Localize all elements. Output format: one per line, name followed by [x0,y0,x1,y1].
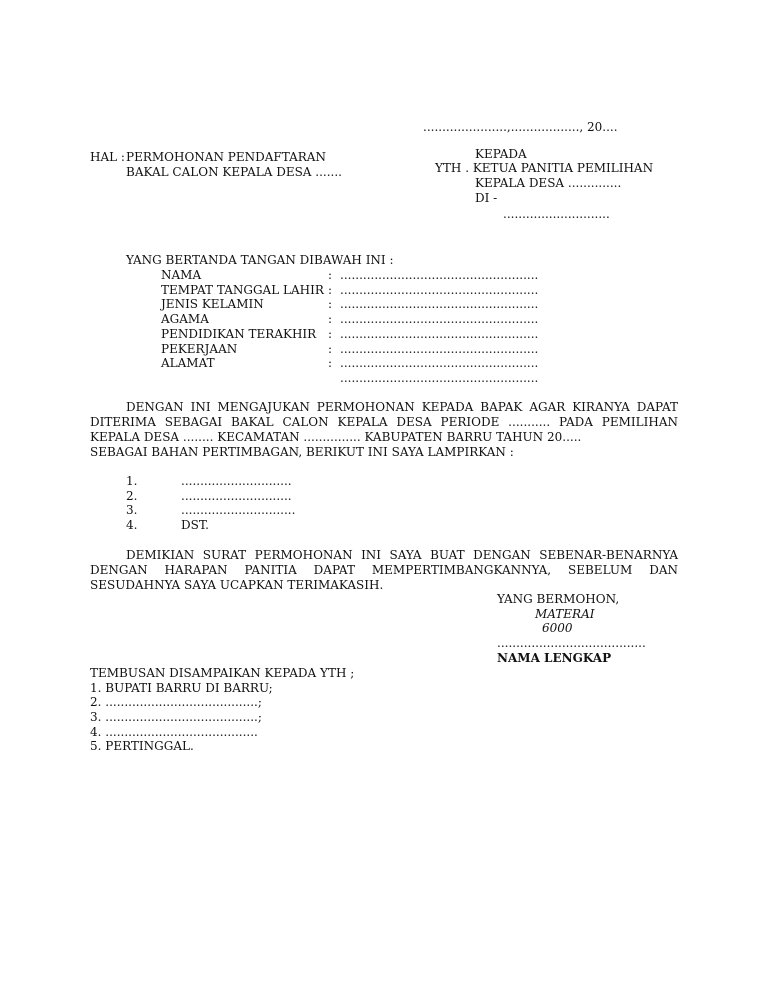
closing-paragraph [90,548,678,593]
attachment-value: DST. [181,518,209,532]
field-jenis-kelamin [161,297,561,312]
hal-subject-line2: BAKAL CALON KEPALA DESA ....... [126,165,342,179]
cc-item: 4. ........................................ [90,725,258,739]
field-colon: : [328,297,333,311]
field-colon: : [328,342,333,356]
hal-subject-line1: PERMOHONAN PENDAFTARAN [126,150,326,164]
field-value: .................................................... [340,312,539,326]
signature-dots: ....................................... [497,636,646,650]
field-tempat-tanggal-lahir [161,283,561,298]
attachment-value: .............................. [181,503,296,517]
attachment-value: ............................. [181,474,292,488]
attachment-value: ............................. [181,489,292,503]
field-value: .................................................... [340,356,539,370]
request-line-3: KEPALA DESA ........ KECAMATAN ............... KABUPATEN BARRU TAHUN 20..... [90,430,582,444]
recipient-kepala-desa: KEPALA DESA .............. [475,176,622,190]
field-colon: : [328,268,333,282]
field-label: JENIS KELAMIN [161,297,264,311]
field-nama [161,268,561,283]
field-pendidikan-terakhir [161,327,561,342]
cc-title: TEMBUSAN DISAMPAIKAN KEPADA YTH ; [90,666,355,680]
hal-label: HAL : [90,150,125,164]
intro-line: YANG BERTANDA TANGAN DIBAWAH INI : [126,253,394,267]
field-colon: : [328,356,333,370]
field-value: .................................................... [340,268,539,282]
recipient-kepada: KEPADA [475,147,527,161]
cc-item: 2. ........................................; [90,695,262,709]
field-label: AGAMA [161,312,209,326]
field-colon: : [328,312,333,326]
cc-item: 1. BUPATI BARRU DI BARRU; [90,681,273,695]
field-value: .................................................... [340,327,539,341]
field-value: .................................................... [340,297,539,311]
attachment-number: 2. [126,489,138,503]
attachment-number: 3. [126,503,138,517]
attachment-number: 4. [126,518,138,532]
request-paragraph [90,400,678,460]
date-line: ......................,.................., 20.... [423,120,618,134]
closing-line-1: DEMIKIAN SURAT PERMOHONAN INI SAYA BUAT DENGAN SEBENAR-BENARNYA [126,548,678,562]
signature-materai-value: 6000 [542,621,573,635]
field-label: PENDIDIKAN TERAKHIR [161,327,317,341]
signature-yang-bermohon: YANG BERMOHON, [497,592,620,606]
cc-item: 3. ........................................; [90,710,262,724]
field-value: .................................................... [340,342,539,356]
request-line-4: SEBAGAI BAHAN PERTIMBAGAN, BERIKUT INI SAYA LAMPIRKAN : [90,445,514,459]
request-line-2: DITERIMA SEBAGAI BAKAL CALON KEPALA DESA PERIODE ........... PADA PEMILIHAN [90,415,678,429]
recipient-place: ............................ [503,207,610,221]
signature-materai: MATERAI [535,607,595,621]
field-value: .................................................... [340,283,539,297]
recipient-di: DI - [475,191,498,205]
attachment-number: 1. [126,474,138,488]
field-label: PEKERJAAN [161,342,238,356]
field-agama [161,312,561,327]
field-alamat-extra: .................................................... [340,371,539,385]
cc-item: 5. PERTINGGAL. [90,739,194,753]
field-label: NAMA [161,268,202,282]
field-pekerjaan [161,342,561,357]
closing-line-3: SESUDAHNYA SAYA UCAPKAN TERIMAKASIH. [90,578,384,592]
field-colon: : [328,283,333,297]
field-label: ALAMAT [161,356,215,370]
request-line-1: DENGAN INI MENGAJUKAN PERMOHONAN KEPADA BAPAK AGAR KIRANYA DAPAT [126,400,678,414]
field-label: TEMPAT TANGGAL LAHIR [161,283,324,297]
field-colon: : [328,327,333,341]
signature-name: NAMA LENGKAP [497,651,612,665]
recipient-yth: YTH . KETUA PANITIA PEMILIHAN [435,161,654,175]
field-alamat [161,356,561,371]
closing-line-2: DENGAN HARAPAN PANITIA DAPAT MEMPERTIMBANGKANNYA, SEBELUM DAN [90,563,678,577]
